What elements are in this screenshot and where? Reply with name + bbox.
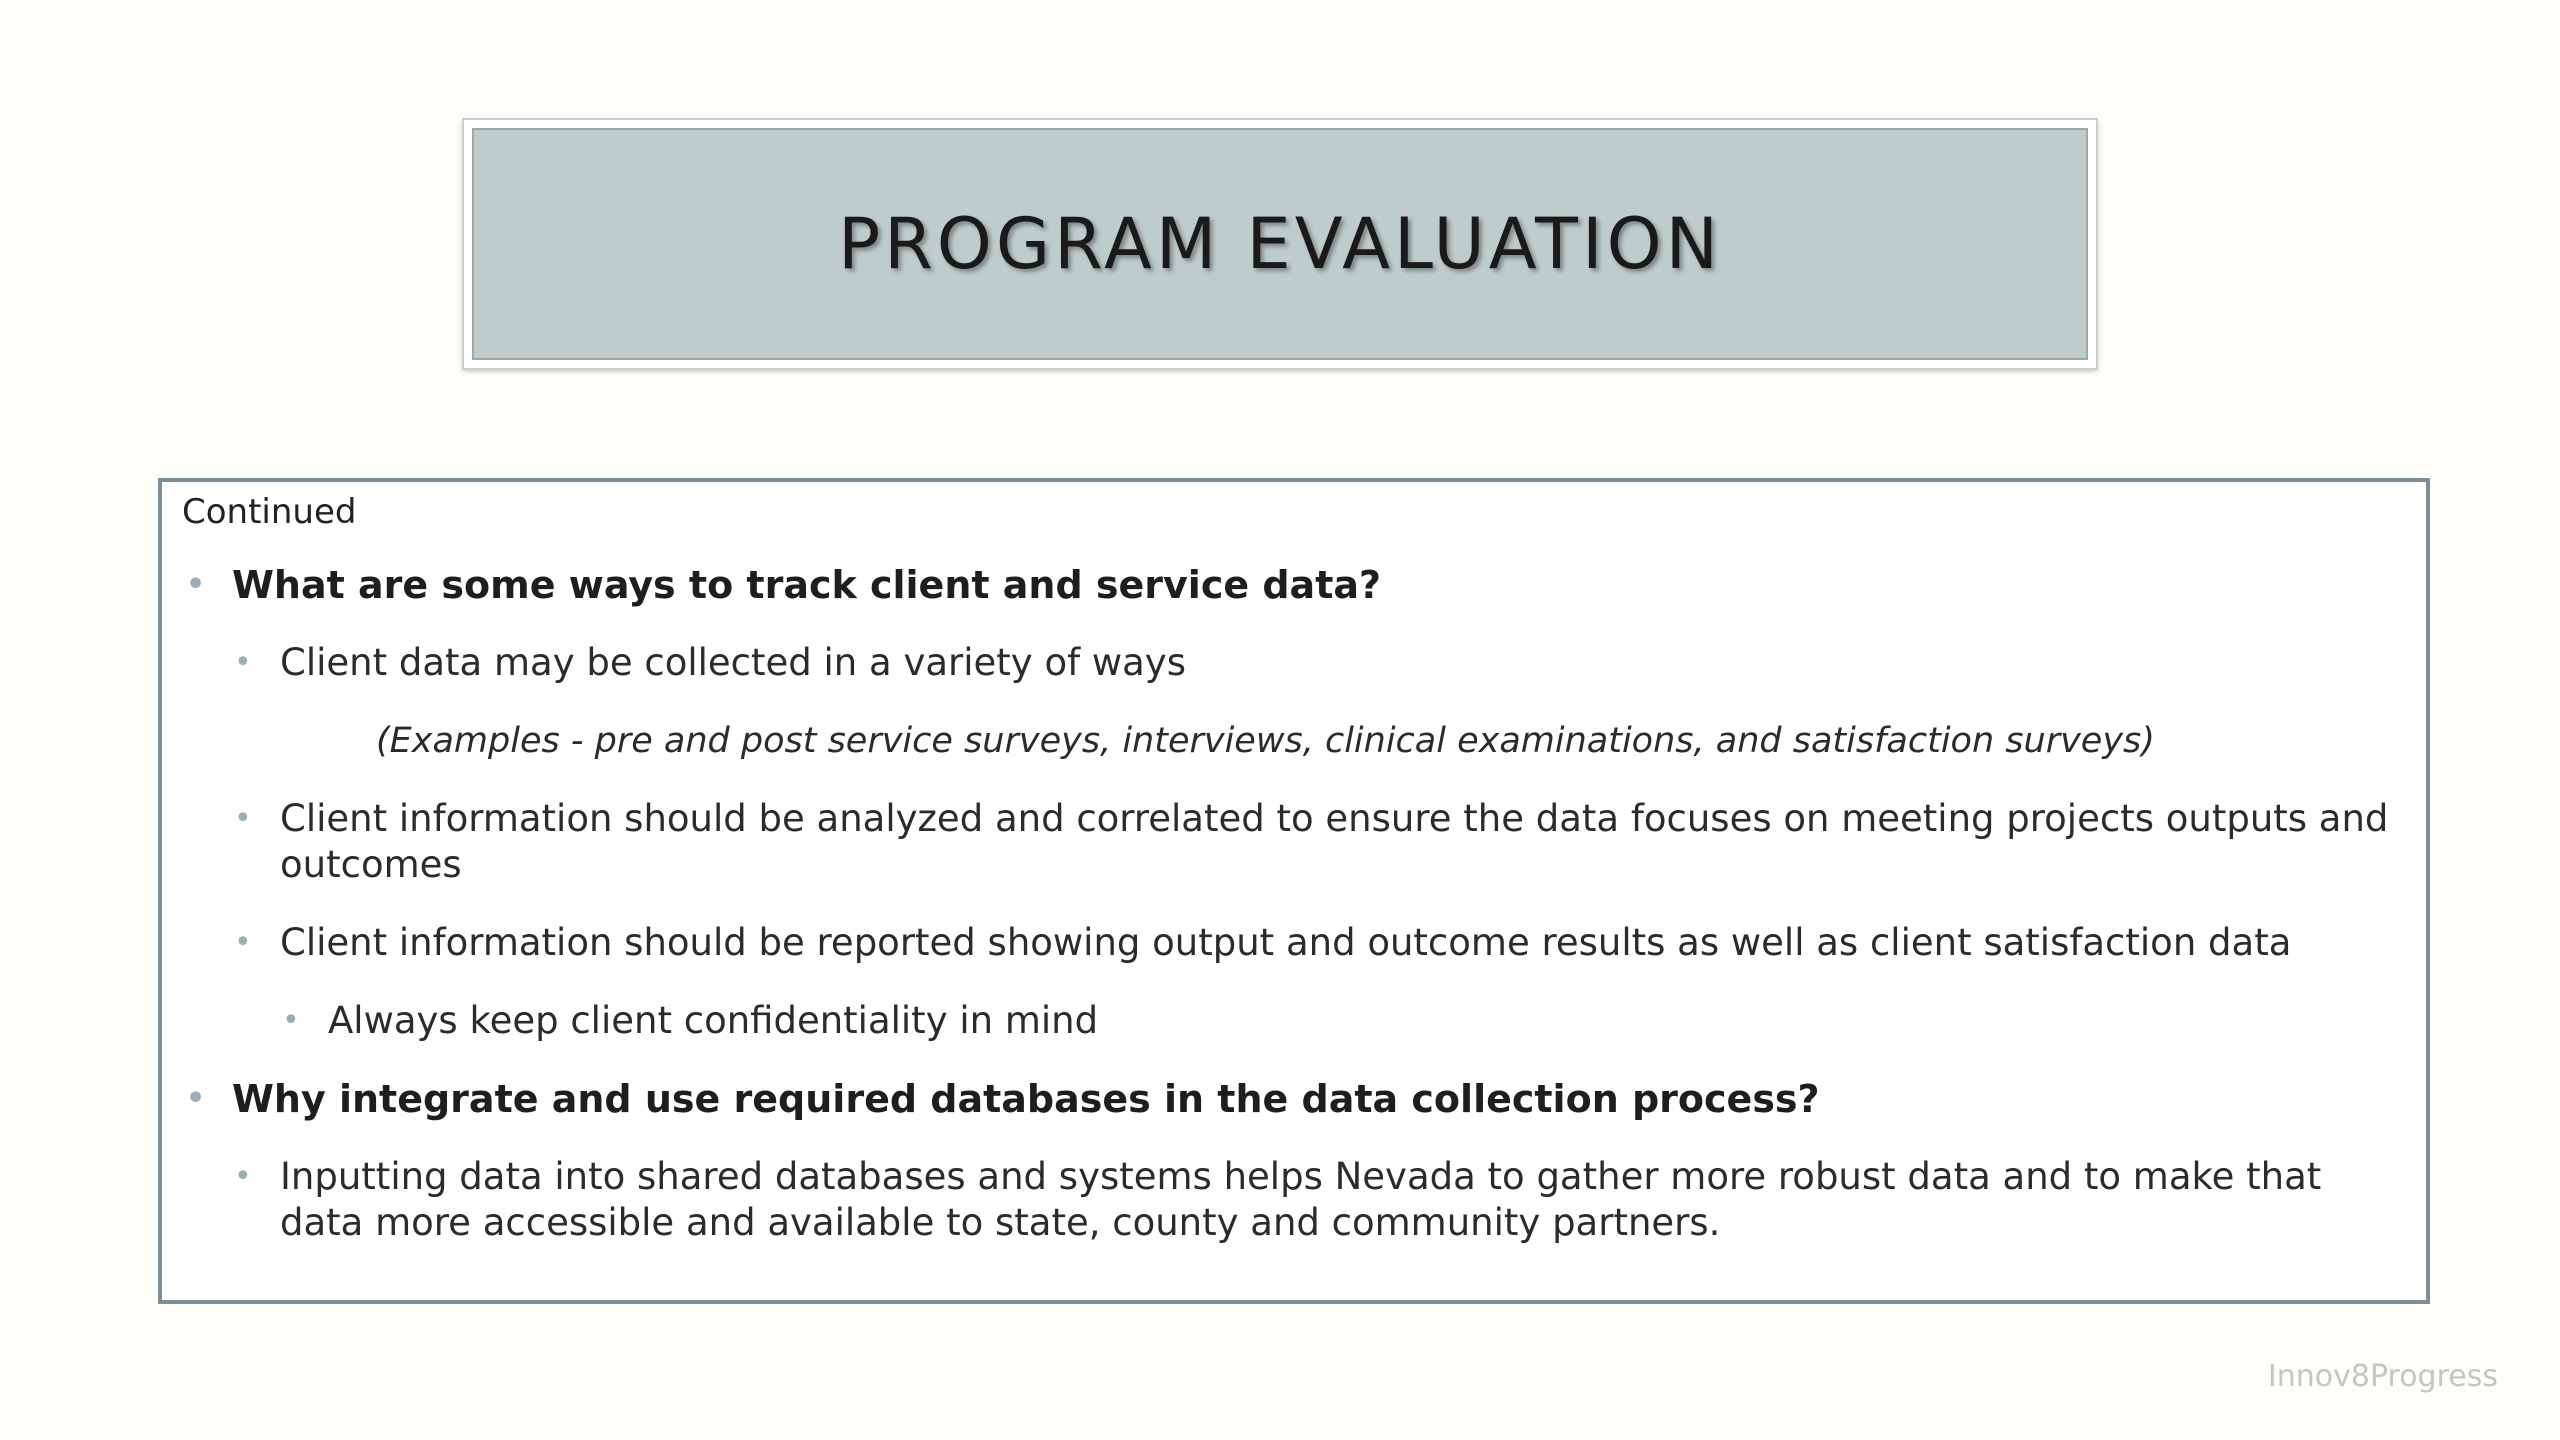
q1-example: (Examples - pre and post service surveys, interviews, clinical examinations, and satisfaction surveys) [376, 721, 2155, 761]
content-box [158, 478, 2430, 1304]
question-2 [186, 1076, 1820, 1122]
footer-brand: Innov8Progress [2267, 1359, 2498, 1394]
q1-bullet-3 [234, 920, 2390, 966]
q1-bullet-1-text: Client data may be collected in a variety of ways [280, 641, 1186, 684]
bullet-icon: • [186, 567, 206, 602]
bullet-icon: • [282, 1003, 300, 1038]
q2-bullet-1-text: Inputting data into shared databases and systems helps Nevada to gather more robust data and to make that data more accessible and available to state, county and community partners. [280, 1155, 2322, 1244]
q1-bullet-1 [234, 640, 2390, 686]
q1-bullet-2 [234, 796, 2390, 888]
bullet-icon: • [234, 801, 252, 836]
q1-bullet-3-sub-text: Always keep client confidentiality in mind [328, 999, 1099, 1042]
q2-bullet-1 [234, 1154, 2390, 1246]
q1-bullet-2-text: Client information should be analyzed and correlated to ensure the data focuses on meeting projects outputs and outcomes [280, 797, 2389, 886]
bullet-icon: • [186, 1081, 206, 1116]
bullet-icon: • [234, 1159, 252, 1194]
question-1-text: What are some ways to track client and service data? [232, 563, 1382, 607]
slide-title: PROGRAM EVALUATION [837, 203, 1723, 285]
question-1 [186, 562, 1382, 608]
continued-label: Continued [182, 492, 357, 532]
title-box [464, 120, 2096, 368]
q1-bullet-3-text: Client information should be reported showing output and outcome results as well as client satisfaction data [280, 921, 2292, 964]
bullet-icon: • [234, 645, 252, 680]
bullet-icon: • [234, 925, 252, 960]
question-2-text: Why integrate and use required databases in the data collection process? [232, 1077, 1820, 1121]
q1-bullet-3-sub [282, 998, 1099, 1044]
